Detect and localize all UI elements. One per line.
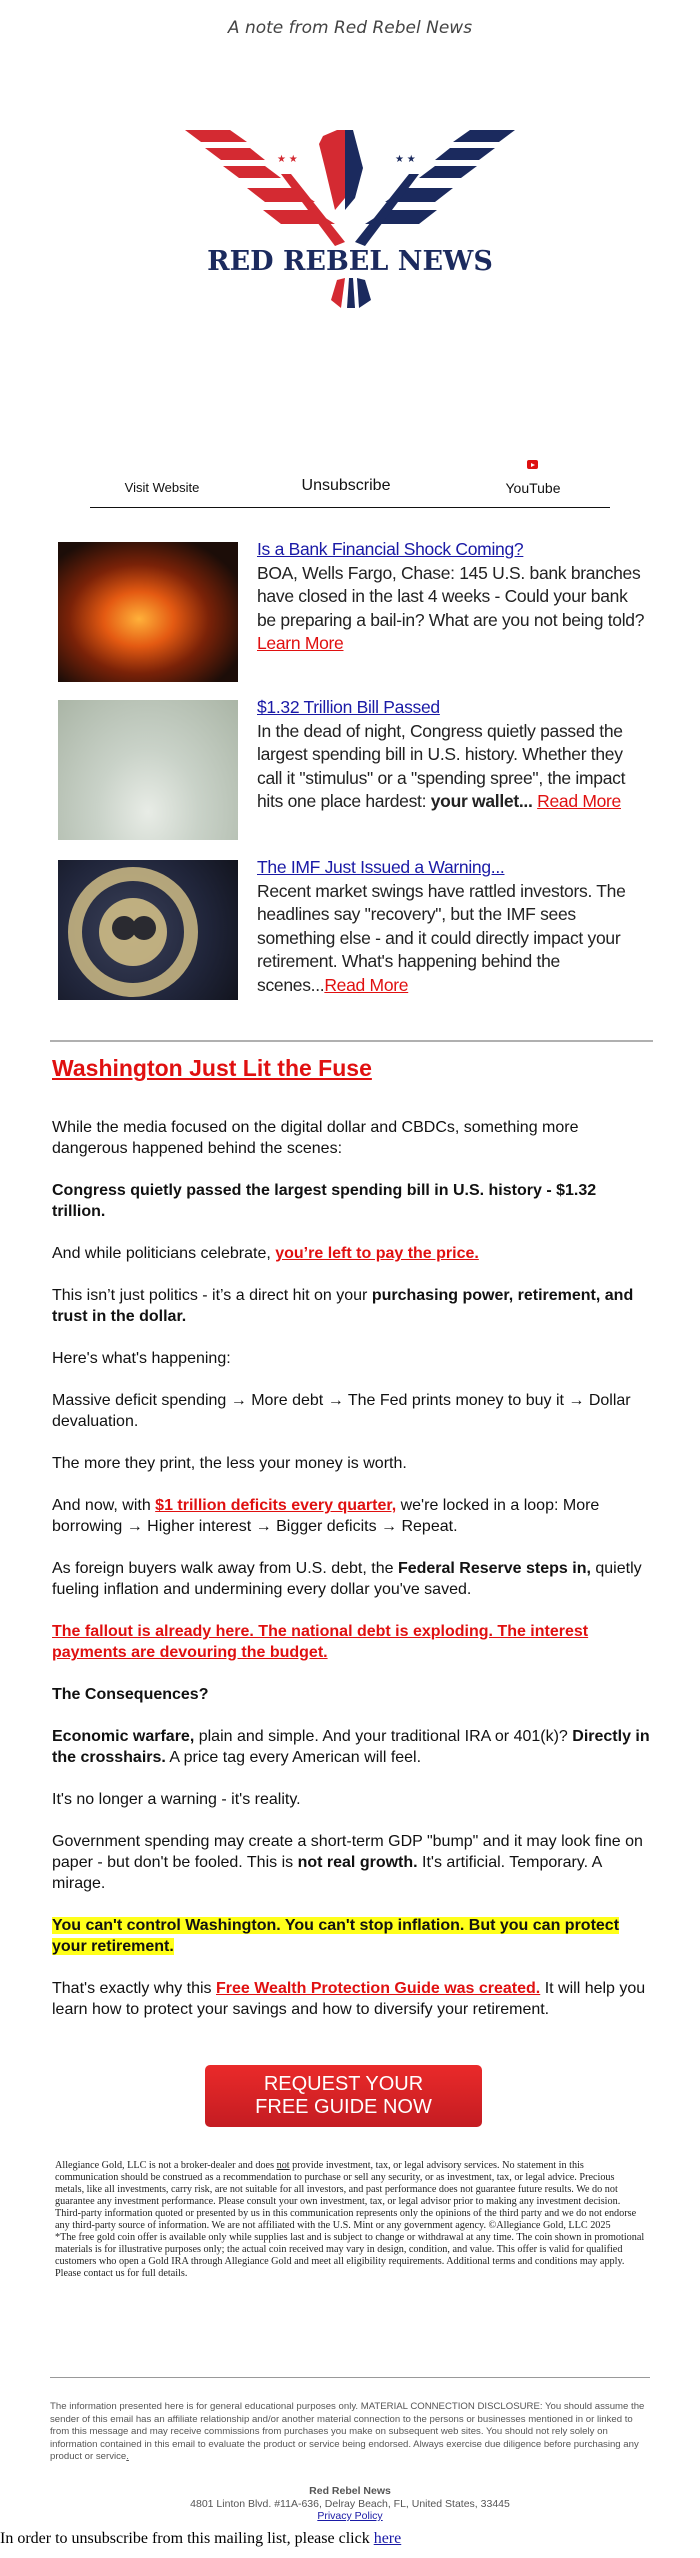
- text: plain and simple. And your traditional IRA or 401(k)?: [194, 1728, 573, 1745]
- highlighted-text: You can't control Washington. You can't stop inflation. But you can protect your retirement.: [52, 1917, 620, 1955]
- bold-text: Directly in the crosshairs.: [52, 1728, 650, 1766]
- main-heading-link[interactable]: Washington Just Lit the Fuse: [52, 1055, 372, 1081]
- paragraph: The more they print, the less your money is worth.: [52, 1455, 407, 1472]
- article-title-link[interactable]: Is a Bank Financial Shock Coming?: [257, 539, 524, 559]
- footer-disclosure: [50, 2401, 652, 2464]
- imf-seal-icon: [58, 860, 238, 1000]
- svg-text:★ ★: ★ ★: [395, 154, 416, 165]
- youtube-link[interactable]: YouTube: [505, 480, 561, 496]
- text: quietly fueling inflation and undermining every dollar you've saved.: [52, 1560, 642, 1598]
- text: That's exactly why this: [52, 1980, 216, 1997]
- cta-line: REQUEST YOUR: [263, 2073, 424, 2095]
- svg-text:★ ★: ★ ★: [277, 154, 298, 165]
- text: As foreign buyers walk away from U.S. debt, the: [52, 1560, 398, 1577]
- paragraph: [52, 1831, 652, 1894]
- text: And now, with: [52, 1497, 156, 1514]
- text: It's artificial. Temporary. A mirage.: [52, 1854, 602, 1892]
- text: provide investment, tax, or legal advisory services. No statement in this communication should be construed as a recommendation to purchase or sell any security, or as investment, tax, or legal advice. Precious metals, like all investments, carry risk, are not suitable for all investors, and past performance does not guarantee future results. We do not guarantee any investment performance. Please consult your own investment, tax, or legal advisor prior to making any investment decision. Third-party information quoted or presented by us in this communication represents only the opinions of the third party and we do not endorse any third-party source of information. We are not affiliated with the U.S. Mint or any government agency. ©Allegiance Gold, LLC 2025: [55, 2160, 637, 2231]
- section-divider: [50, 1040, 653, 1042]
- coin-offer-disclaimer: *The free gold coin offer is available only while supplies last and is subject to change or withdrawal at any time. The coin shown in promotional materials is for illustrative purposes only; the actual coin received may vary in design, condition, and value. This offer is valid for qualified customers who open a Gold IRA through Allegiance Gold and meet all eligibility requirements. Additional terms and conditions may apply. Please contact us for full details.: [55, 2232, 645, 2279]
- paragraph: [52, 1243, 652, 1264]
- text: And while politicians celebrate,: [52, 1245, 276, 1262]
- nav-divider: [90, 507, 610, 508]
- bold-text: Economic warfare,: [52, 1728, 195, 1745]
- article-item: [58, 697, 658, 845]
- article-body: Recent market swings have rattled investors. The headlines say "recovery", but the IMF sees something else - and it could directly impact your retirement. What's happening behind the scenes...: [257, 880, 626, 995]
- header-note: A note from Red Rebel News: [227, 18, 473, 38]
- text: This isn’t just politics - it’s a direct hit on your: [52, 1287, 372, 1304]
- text: .: [126, 2451, 129, 2462]
- paragraph: [52, 1726, 652, 1768]
- article-item: [58, 857, 658, 1005]
- paragraph: Massive deficit spending → More debt → The Fed prints money to buy it → Dollar devaluation.: [52, 1392, 631, 1430]
- main-article: [52, 1053, 652, 2041]
- youtube-icon[interactable]: [527, 460, 538, 469]
- paragraph: It's no longer a warning - it's reality.: [52, 1791, 301, 1808]
- text: Government spending may create a short-term GDP "bump" and it may look fine on paper - but don't be fooled. This is: [52, 1833, 643, 1871]
- burning-bank-image[interactable]: [58, 542, 238, 682]
- cta-line: FREE GUIDE NOW: [255, 2096, 432, 2118]
- bold-text: The Consequences?: [52, 1686, 209, 1703]
- paragraph: [52, 1684, 652, 1705]
- text: It will help you learn how to protect your savings and how to diversify your retirement.: [52, 1980, 646, 2018]
- bold-text: purchasing power, retirement, and trust in the dollar.: [52, 1287, 634, 1325]
- visit-website-link[interactable]: Visit Website: [124, 480, 200, 495]
- article-title-link[interactable]: $1.32 Trillion Bill Passed: [257, 697, 440, 717]
- paragraph: [52, 1621, 652, 1663]
- unsubscribe-notice: [0, 2530, 401, 2548]
- footer-divider: [50, 2377, 650, 2378]
- deficits-link[interactable]: $1 trillion deficits every quarter,: [155, 1497, 397, 1514]
- text: In order to unsubscribe from this mailing list, please click: [0, 2530, 374, 2547]
- paragraph: [52, 1978, 652, 2020]
- text: The information presented here is for general educational purposes only. MATERIAL CONNECTION DISCLOSURE: You should assume the sender of this email has an affiliate relationship and/or another material connection to the persons or businesses mentioned in or linked to from this message and may receive commissions from purchases you make on subsequent web sites. You should not rely solely on information contained in this email to evaluate the product or service being endorsed. Always exercise due diligence before purchasing any product or service: [50, 2401, 645, 2462]
- legal-disclaimer: [55, 2160, 645, 2280]
- read-more-link[interactable]: Read More: [537, 791, 621, 811]
- fallout-link[interactable]: The fallout is already here. The national debt is exploding. The interest payments are devouring the budget.: [52, 1623, 589, 1661]
- unsubscribe-here-link[interactable]: here: [373, 2530, 402, 2547]
- article-bold: your wallet...: [430, 791, 533, 811]
- request-free-guide-button[interactable]: [205, 2065, 482, 2127]
- paragraph: Here's what's happening:: [52, 1350, 231, 1367]
- text: we're locked in a loop: More borrowing → Higher interest → Bigger deficits → Repeat.: [52, 1497, 600, 1535]
- privacy-policy-link[interactable]: Privacy Policy: [317, 2510, 383, 2522]
- red-rebel-news-logo: [185, 128, 515, 308]
- paragraph: While the media focused on the digital dollar and CBDCs, something more dangerous happened behind the scenes:: [52, 1119, 579, 1157]
- article-title-link[interactable]: The IMF Just Issued a Warning...: [257, 857, 505, 877]
- article-body: In the dead of night, Congress quietly passed the largest spending bill in U.S. history. Whether they call it "stimulus" or a "spending spree", the impact hits one place hardest:: [257, 720, 626, 811]
- text: Allegiance Gold, LLC is not a broker-dealer and does: [55, 2160, 277, 2171]
- article-item: [58, 539, 658, 687]
- article-body: BOA, Wells Fargo, Chase: 145 U.S. bank branches have closed in the last 4 weeks - Could your bank be preparing a bail-in? What are you not being told?: [257, 562, 645, 630]
- read-more-link[interactable]: Read More: [324, 974, 409, 995]
- company-address: 4801 Linton Blvd. #11A-636, Delray Beach, FL, United States, 33445: [190, 2497, 510, 2510]
- logo-text: RED REBEL NEWS: [207, 246, 493, 277]
- pay-price-link[interactable]: you’re left to pay the price.: [275, 1245, 479, 1262]
- paragraph: [52, 1915, 652, 1957]
- text: A price tag every American will feel.: [165, 1749, 422, 1766]
- bold-text: not real growth.: [297, 1854, 418, 1871]
- paragraph: [52, 1558, 652, 1600]
- unsubscribe-link[interactable]: Unsubscribe: [301, 477, 391, 494]
- bold-text: Congress quietly passed the largest spending bill in U.S. history - $1.32 trillion.: [52, 1182, 597, 1220]
- paragraph: [52, 1285, 652, 1327]
- paragraph: [52, 1180, 652, 1222]
- capitol-money-image[interactable]: [58, 700, 238, 840]
- learn-more-link[interactable]: Learn More: [257, 633, 344, 653]
- footer-company: [0, 2485, 700, 2523]
- bold-text: Federal Reserve steps in,: [397, 1560, 591, 1577]
- underlined-text: not: [276, 2160, 290, 2171]
- company-name: Red Rebel News: [309, 2485, 391, 2497]
- free-guide-link[interactable]: Free Wealth Protection Guide was created.: [216, 1980, 541, 1997]
- imf-seal-image[interactable]: [58, 860, 238, 1000]
- paragraph: [52, 1495, 652, 1537]
